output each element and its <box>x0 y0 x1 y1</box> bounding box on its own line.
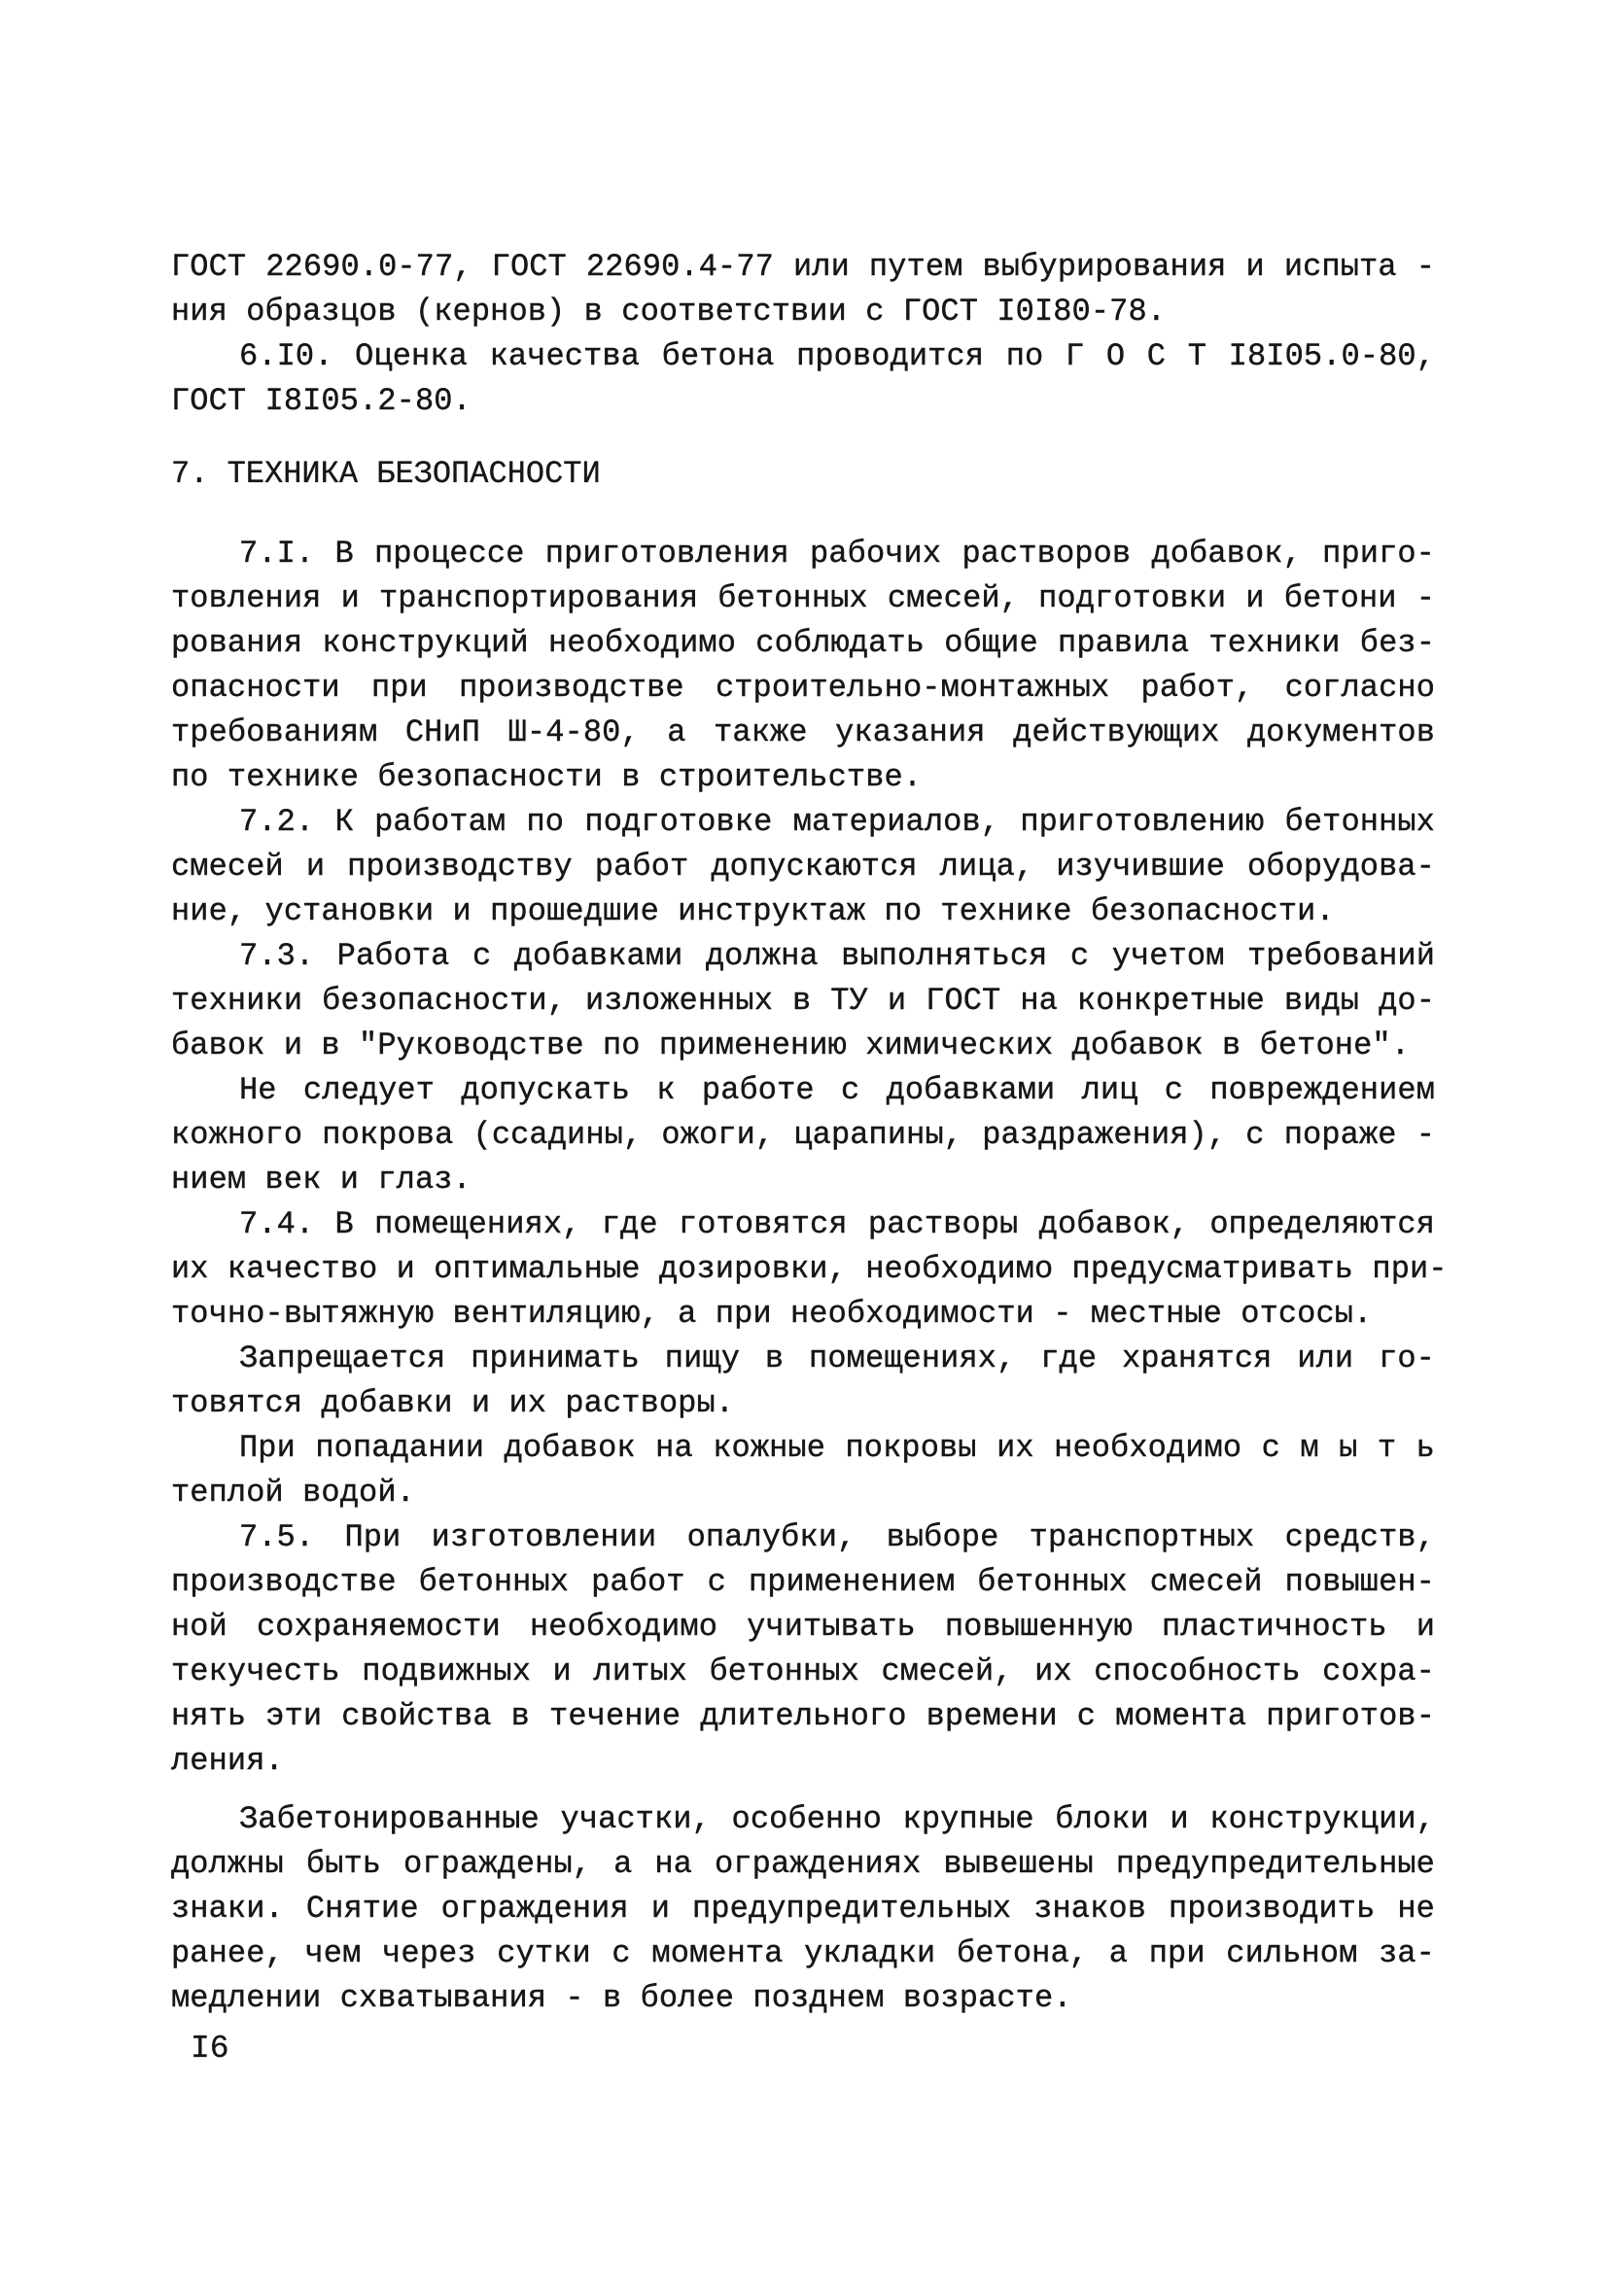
item-7-1-line: товления и транспортирования бетонных смесей, подготовки и бетони - <box>171 580 1435 616</box>
item-7-5-line: текучесть подвижных и литых бетонных смесей, их способность сохра- <box>171 1653 1435 1689</box>
item-7-4-note-line: Запрещается принимать пищу в помещениях, где хранятся или го- <box>239 1340 1435 1376</box>
continuation-line: ГОСТ 22690.0-77, ГОСТ 22690.4-77 или путем выбурирования и испыта - <box>171 249 1435 285</box>
item-7-5-note-line: должны быть ограждены, а на ограждениях вывешены предупредительные <box>171 1846 1435 1882</box>
item-7-5-line: ной сохраняемости необходимо учитывать повышенную пластичность и <box>171 1609 1435 1645</box>
item-7-4-note-line: При попадании добавок на кожные покровы их необходимо с м ы т ь <box>239 1430 1435 1466</box>
item-7-5-line: производстве бетонных работ с применением бетонных смесей повышен- <box>171 1564 1435 1600</box>
item-7-3-note-line: нием век и глаз. <box>171 1162 472 1198</box>
section-heading: 7. ТЕХНИКА БЕЗОПАСНОСТИ <box>171 456 601 492</box>
item-7-3-line: техники безопасности, изложенных в ТУ и ГОСТ на конкретные виды до- <box>171 983 1435 1019</box>
item-7-2-line: смесей и производству работ допускаются лица, изучившие оборудова- <box>171 849 1435 885</box>
item-7-1-line: по технике безопасности в строительстве. <box>171 759 923 795</box>
item-6-10-line: 6.I0. Оценка качества бетона проводится по Г О С Т I8I05.0-80, <box>239 338 1435 374</box>
item-7-2-line: 7.2. К работам по подготовке материалов, приготовлению бетонных <box>239 804 1435 840</box>
page-number: I6 <box>191 2031 229 2067</box>
item-7-3-line: бавок и в "Руководстве по применению химических добавок в бетоне". <box>171 1027 1411 1063</box>
item-7-4-line: их качество и оптимальные дозировки, необходимо предусматривать при- <box>171 1251 1448 1287</box>
item-7-3-line: 7.3. Работа с добавками должна выполняться с учетом требований <box>239 938 1435 974</box>
item-7-5-line: нять эти свойства в течение длительного времени с момента приготов- <box>171 1698 1435 1734</box>
item-7-1-line: опасности при производстве строительно-монтажных работ, согласно <box>171 670 1435 706</box>
item-7-4-note-line: товятся добавки и их растворы. <box>171 1385 735 1421</box>
item-7-4-line: 7.4. В помещениях, где готовятся растворы добавок, определяются <box>239 1206 1435 1242</box>
item-7-4-note-line: теплой водой. <box>171 1475 415 1511</box>
item-7-1-line: 7.I. В процессе приготовления рабочих растворов добавок, приго- <box>239 536 1435 572</box>
item-7-5-note-line: медлении схватывания - в более позднем возрасте. <box>171 1980 1072 2016</box>
item-7-3-note-line: кожного покрова (ссадины, ожоги, царапины, раздражения), с пораже - <box>171 1117 1435 1153</box>
item-6-10-line: ГОСТ I8I05.2-80. <box>171 383 472 419</box>
item-7-5-line: 7.5. При изготовлении опалубки, выборе транспортных средств, <box>239 1519 1435 1555</box>
item-7-4-line: точно-вытяжную вентиляцию, а при необходимости - местные отсосы. <box>171 1296 1373 1332</box>
item-7-5-line: ления. <box>171 1743 284 1779</box>
item-7-5-note-line: знаки. Снятие ограждения и предупредительных знаков производить не <box>171 1891 1435 1927</box>
continuation-line: ния образцов (кернов) в соответствии с ГОСТ I0I80-78. <box>171 294 1167 330</box>
item-7-2-line: ние, установки и прошедшие инструктаж по технике безопасности. <box>171 893 1335 929</box>
item-7-5-note-line: ранее, чем через сутки с момента укладки бетона, а при сильном за- <box>171 1935 1435 1971</box>
item-7-1-line: требованиям СНиП Ш-4-80, а также указания действующих документов <box>171 714 1435 750</box>
item-7-1-line: рования конструкций необходимо соблюдать общие правила техники без- <box>171 625 1435 661</box>
item-7-5-note-line: Забетонированные участки, особенно крупные блоки и конструкции, <box>239 1801 1435 1837</box>
item-7-3-note-line: Не следует допускать к работе с добавками лиц с повреждением <box>239 1072 1435 1108</box>
